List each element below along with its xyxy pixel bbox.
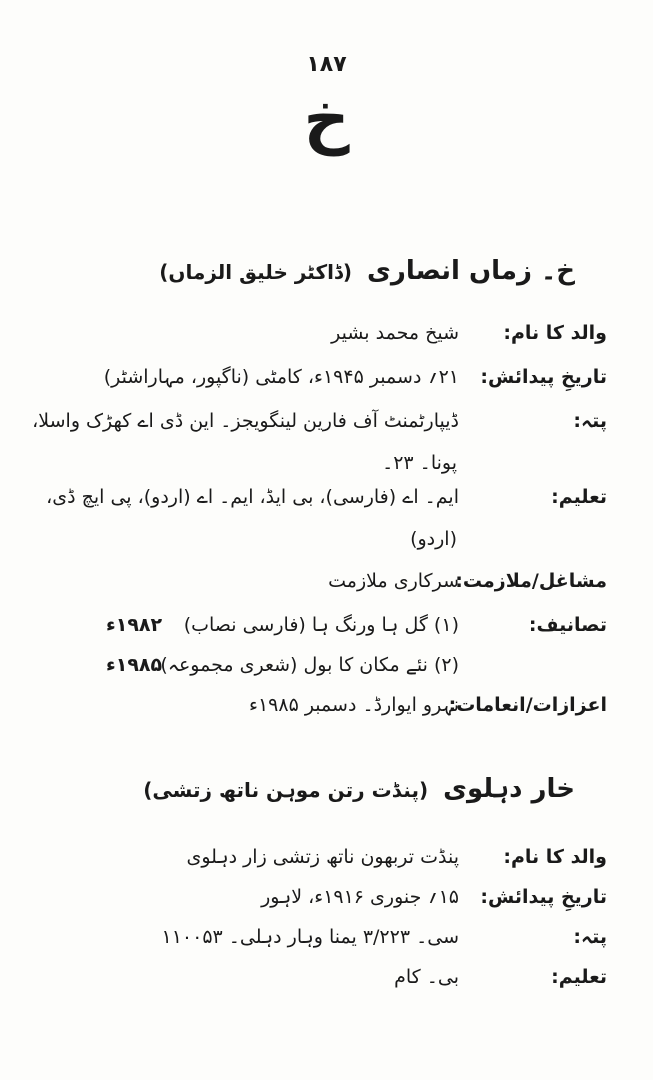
entry1-education-row-2 <box>40 528 607 562</box>
dob-value: ۲۱؍ دسمبر ۱۹۴۵ء، کامٹی (ناگپور، مہاراشٹر) <box>103 366 459 388</box>
address-label: پتہ: <box>573 926 607 948</box>
works-label: تصانیف: <box>528 614 607 636</box>
entry1-address-row-2 <box>40 452 607 486</box>
father-value: پنڈت تربھون ناتھ زتشی زار دہلوی <box>186 846 459 868</box>
entry1-works-row <box>40 614 607 648</box>
entry1-heading-note: (ڈاکٹر خلیق الزماں) <box>159 260 352 284</box>
education-line-1: ایم۔ اے (فارسی)، بی ایڈ، ایم۔ اے (اردو)، پی ایچ ڈی، <box>46 486 459 508</box>
address-line-1: ڈیپارٹمنٹ آف فارین لینگویجز۔ این ڈی اے کھڑک واسلا، <box>32 410 459 432</box>
entry2-heading-note: (پنڈت رتن موہن ناتھ زتشی) <box>143 778 429 802</box>
education-label: تعلیم: <box>551 966 607 988</box>
entry1-works-row-2 <box>40 654 607 688</box>
father-label: والد کا نام: <box>503 322 607 344</box>
education-label: تعلیم: <box>551 486 607 508</box>
entry2-name: خار دہلوی <box>443 774 575 804</box>
occupation-value: سرکاری ملازمت <box>328 570 459 592</box>
section-letter: خ <box>303 83 350 157</box>
dob-label: تاریخِ پیدائش: <box>480 366 607 388</box>
work-title: (۲) نئے مکان کا بول (شعری مجموعہ) <box>160 654 459 676</box>
awards-label: اعزازات/انعامات: <box>448 694 607 716</box>
entry2-dob-row <box>40 886 607 920</box>
dob-label: تاریخِ پیدائش: <box>480 886 607 908</box>
work-year: ۱۹۸۵ء <box>106 654 163 676</box>
father-value: شیخ محمد بشیر <box>331 322 459 344</box>
entry1-heading <box>60 256 575 286</box>
entry2-father-row <box>40 846 607 880</box>
dob-value: ۱۵؍ جنوری ۱۹۱۶ء، لاہور <box>261 886 459 908</box>
entry1-address-row <box>32 410 607 444</box>
father-label: والد کا نام: <box>503 846 607 868</box>
work-year: ۱۹۸۲ء <box>106 614 163 636</box>
entry1-name: خ۔ زماں انصاری <box>367 256 575 286</box>
page-number: ۱۸۷ <box>306 52 347 77</box>
entry1-father-row <box>40 322 607 356</box>
entry1-dob-row <box>40 366 607 400</box>
address-value: سی۔ ۳/۲۲۳ یمنا وہار دہلی۔ ۱۱۰۰۵۳ <box>161 926 459 948</box>
occupation-label: مشاغل/ملازمت: <box>455 570 607 592</box>
entry1-education-row <box>40 486 607 520</box>
education-line-2: (اردو) <box>410 528 457 550</box>
education-value: بی۔ کام <box>394 966 459 988</box>
work-title: (۱) گل ہا ورنگ ہا (فارسی نصاب) <box>183 614 459 636</box>
awards-value: نہرو ایوارڈ۔ دسمبر ۱۹۸۵ء <box>249 694 459 716</box>
entry2-address-row <box>40 926 607 960</box>
address-label: پتہ: <box>573 410 607 432</box>
address-line-2: پونا۔ ۲۳۔ <box>382 452 457 474</box>
entry1-occupation-row <box>40 570 607 604</box>
entry2-heading <box>60 774 575 804</box>
entry1-awards-row <box>40 694 607 728</box>
entry2-education-row <box>40 966 607 1000</box>
